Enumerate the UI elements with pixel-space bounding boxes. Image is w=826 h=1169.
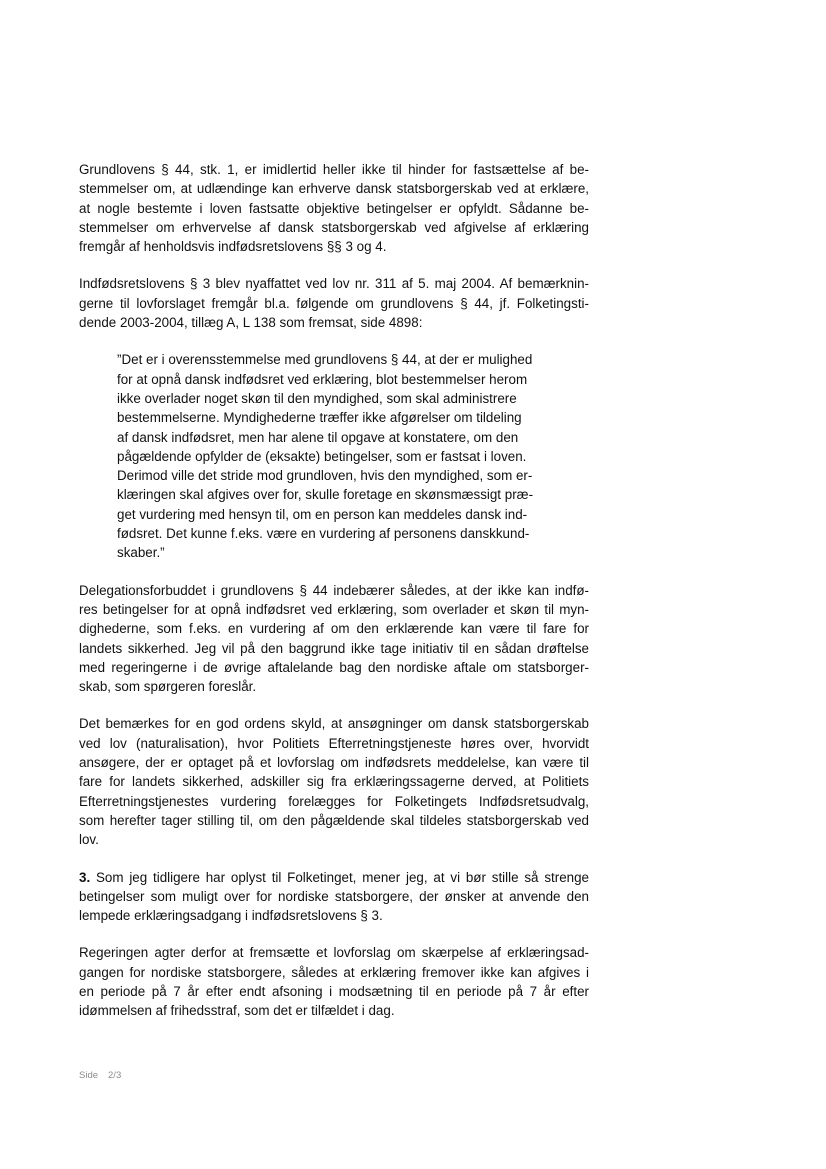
- quote-line: bestemmelserne. Myndighederne træffer ikke afgørelser om tildeling: [117, 410, 522, 426]
- text-line: som herefter tager stilling til, om den pågældende skal tildeles statsborgerskab ved: [79, 812, 589, 828]
- text-line: idømmelsen af frihedsstraf, som det er tilfældet i dag.: [79, 1003, 395, 1019]
- text-line: en periode på 7 år efter endt afsoning i modsætning til en periode på 7 år efter: [79, 983, 589, 999]
- quote-line: for at opnå dansk indfødsret ved erklæring, blot bestemmelser herom: [117, 371, 528, 387]
- text-line: res betingelser for at opnå indfødsret ved erklæring, som overlader et skøn til myn-: [79, 601, 589, 617]
- paragraph-naturalisation: [79, 714, 589, 849]
- text-line: dende 2003-2004, tillæg A, L 138 som fremsat, side 4898:: [79, 315, 423, 331]
- text-line: Indfødsretslovens § 3 blev nyaffattet ved lov nr. 311 af 5. maj 2004. Af bemærknin-: [79, 276, 589, 292]
- paragraph-grundlov-44: [79, 160, 589, 256]
- paragraph-regeringen: [79, 943, 589, 1020]
- text-line: ved lov (naturalisation), hvor Politiets Efterretningstjeneste høres over, hvorvidt: [79, 735, 589, 751]
- text-line: Det bemærkes for en god ordens skyld, at ansøgninger om dansk statsborgerskab: [79, 716, 589, 732]
- text-line: landets sikkerhed. Jeg vil på den baggrund ikke tage initiativ til en sådan drøftelse: [79, 640, 589, 656]
- page-footer: [79, 1070, 121, 1081]
- document-body: [79, 160, 589, 1039]
- text-line: stemmelser om, at udlændinge kan erhverve dansk statsborgerskab ved at erklære,: [79, 181, 589, 197]
- section-3-lead-text: Som jeg tidligere har oplyst til Folketinget, mener jeg, at vi bør stille så strenge: [90, 869, 589, 885]
- paragraph-delegationsforbud: [79, 581, 589, 697]
- text-line: gangen for nordiske statsborgere, således at erklæring fremover ikke kan afgives i: [79, 964, 589, 980]
- text-line: Efterretningstjenestes vurdering forelægges for Folketingets Indfødsretsudvalg,: [79, 793, 589, 809]
- text-line: Grundlovens § 44, stk. 1, er imidlertid heller ikke til hinder for fastsættelse af be-: [79, 162, 589, 177]
- section-3: [79, 868, 589, 926]
- section-number: 3.: [79, 869, 91, 885]
- quote-line: klæringen skal afgives over for, skulle foretage en skønsmæssigt præ-: [117, 487, 534, 503]
- text-line: Delegationsforbuddet i grundlovens § 44 indebærer således, at der ikke kan indfø-: [79, 582, 589, 598]
- text-line: gerne til lovforslaget fremgår bl.a. følgende om grundlovens § 44, jf. Folketingsti-: [79, 295, 589, 311]
- text-line: betingelser som muligt over for nordiske statsborgere, der ønsker at anvende den: [79, 888, 589, 904]
- text-line: med regeringerne i de øvrige aftalelande bag den nordiske aftale om statsborger-: [79, 659, 589, 675]
- quote-line: af dansk indfødsret, men har alene til opgave at konstatere, om den: [117, 429, 519, 445]
- block-quote: [117, 350, 551, 562]
- page-number: 2/3: [108, 1070, 122, 1081]
- text-line: skab, som spørgeren foreslår.: [79, 679, 257, 695]
- quote-line: Derimod ville det stride mod grundloven, hvis den myndighed, som er-: [117, 468, 533, 484]
- text-line: [79, 868, 589, 887]
- quote-line: ikke overlader noget skøn til den myndighed, som skal administrere: [117, 390, 517, 406]
- page-label: Side: [79, 1070, 99, 1081]
- quote-line: get vurdering med hensyn til, om en person kan meddeles dansk ind-: [117, 506, 528, 522]
- text-line: stemmelser om erhvervelse af dansk statsborgerskab ved afgivelse af erklæring: [79, 219, 589, 235]
- text-line: fare for landets sikkerhed, adskiller sig fra erklæringssagerne derved, at Politiets: [79, 774, 589, 790]
- paragraph-indfodsretslov-3: [79, 274, 589, 332]
- text-line: ansøgere, der er optaget på et lovforslag om indfødsrets meddelelse, kan være til: [79, 755, 589, 771]
- text-line: dighederne, som f.eks. en vurdering af om den erklærende kan være til fare for: [79, 621, 589, 637]
- quote-line: skaber.”: [117, 545, 165, 561]
- text-line: at nogle bestemte i loven fastsatte objektive betingelser er opfyldt. Sådanne be-: [79, 200, 589, 216]
- text-line: fremgår af henholdsvis indfødsretslovens §§ 3 og 4.: [79, 239, 387, 255]
- quote-line: ”Det er i overensstemmelse med grundlovens § 44, at der er mulighed: [117, 352, 533, 368]
- text-line: Regeringen agter derfor at fremsætte et lovforslag om skærpelse af erklæringsad-: [79, 945, 589, 961]
- quote-line: fødsret. Det kunne f.eks. være en vurdering af personens danskkund-: [117, 526, 530, 542]
- text-line: lov.: [79, 832, 99, 848]
- text-line: lempede erklæringsadgang i indfødsretslovens § 3.: [79, 908, 383, 924]
- quote-line: pågældende opfylder de (eksakte) betingelser, som er fastsat i loven.: [117, 448, 527, 464]
